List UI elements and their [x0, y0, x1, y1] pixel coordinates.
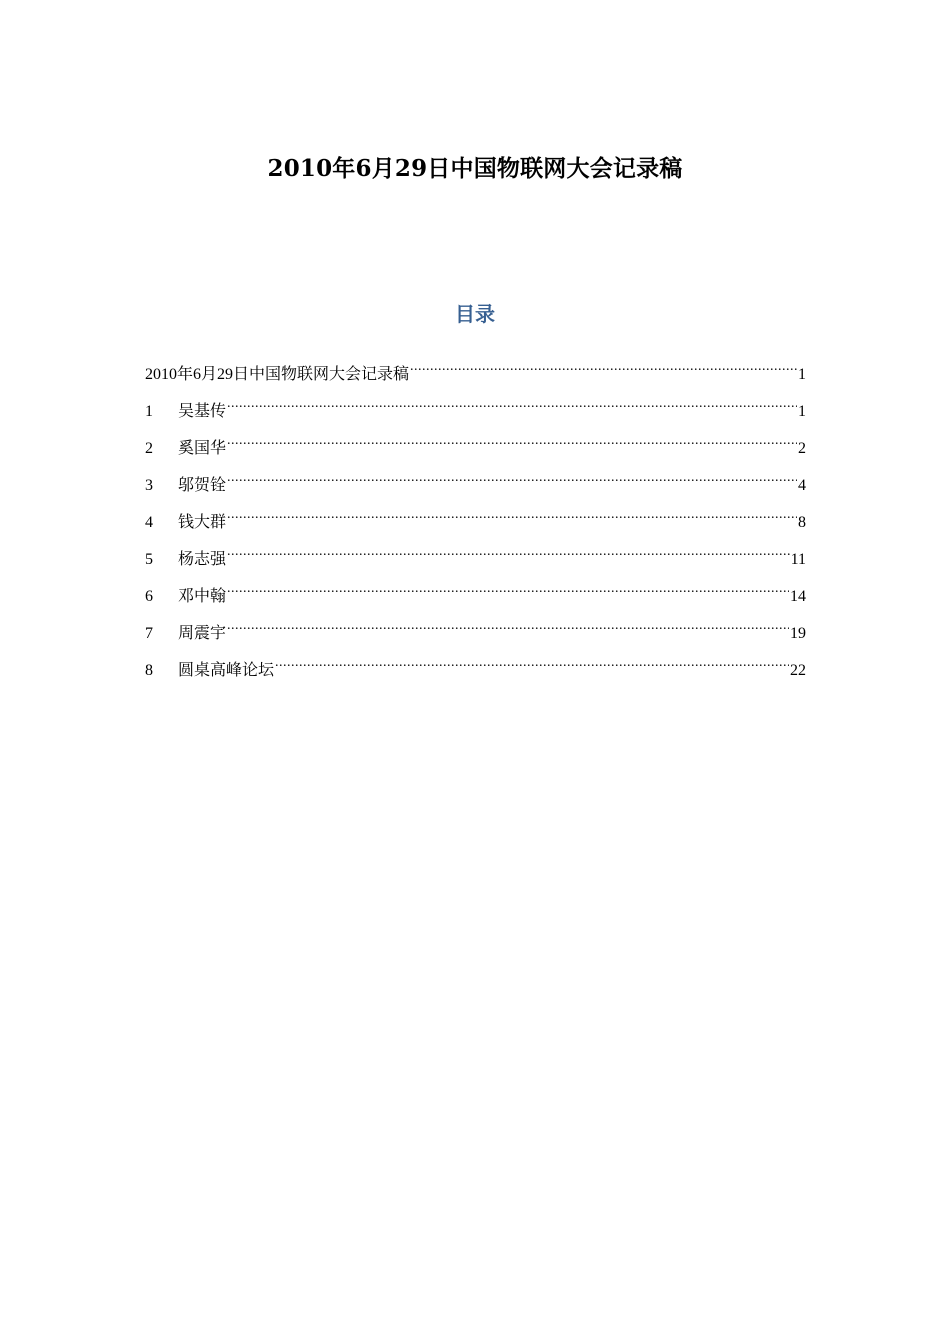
- toc-entry-label: 奚国华: [178, 440, 227, 457]
- toc-entry-number: 1: [145, 403, 153, 420]
- toc-entry-page: 8: [798, 514, 806, 531]
- toc-dot-leader: [275, 643, 789, 675]
- toc-entry-label: 圆桌高峰论坛: [178, 662, 275, 679]
- document-title: 2010年6月29日中国物联网大会记录稿: [267, 155, 683, 182]
- toc-entry[interactable]: [145, 458, 806, 495]
- toc-entry-title[interactable]: [145, 347, 806, 384]
- toc-entry[interactable]: [145, 643, 806, 680]
- toc-entry-number: 3: [145, 477, 153, 494]
- toc-entry-label: 杨志强: [178, 551, 227, 568]
- toc-entry-label: 邬贺铨: [178, 477, 227, 494]
- toc-dot-leader: [227, 421, 797, 453]
- toc-entry-label: 邓中翰: [178, 588, 227, 605]
- toc-entry[interactable]: [145, 532, 806, 569]
- toc-dot-leader: [410, 347, 797, 379]
- toc-entry-page: 19: [790, 625, 806, 642]
- toc-dot-leader: [227, 606, 789, 638]
- toc-entry-number: 6: [145, 588, 153, 605]
- toc-entry-page: 22: [790, 662, 806, 679]
- toc-entry-page: 14: [790, 588, 806, 605]
- toc-dot-leader: [227, 569, 789, 601]
- toc-entry-label: 周震宇: [178, 625, 227, 642]
- toc-entry-label: 2010年6月29日中国物联网大会记录稿: [145, 366, 410, 383]
- toc-entry[interactable]: [145, 606, 806, 643]
- toc-entry-number: 4: [145, 514, 153, 531]
- toc-entry[interactable]: [145, 495, 806, 532]
- toc-entry[interactable]: [145, 421, 806, 458]
- toc-entry-page: 1: [798, 403, 806, 420]
- toc-entry[interactable]: [145, 384, 806, 421]
- toc-dot-leader: [227, 532, 790, 564]
- table-of-contents: [145, 347, 806, 680]
- toc-entry-number: 5: [145, 551, 153, 568]
- toc-heading: 目录: [455, 302, 495, 326]
- toc-entry-page: 11: [790, 551, 806, 568]
- toc-entry-label: 钱大群: [178, 514, 227, 531]
- toc-dot-leader: [227, 384, 797, 416]
- toc-dot-leader: [227, 495, 797, 527]
- toc-entry-number: 8: [145, 662, 153, 679]
- toc-entry-page: 4: [798, 477, 806, 494]
- toc-entry[interactable]: [145, 569, 806, 606]
- toc-entry-label: 吴基传: [178, 403, 227, 420]
- toc-entry-page: 2: [798, 440, 806, 457]
- toc-entry-number: 7: [145, 625, 153, 642]
- toc-dot-leader: [227, 458, 797, 490]
- toc-entry-page: 1: [798, 366, 806, 383]
- toc-entry-number: 2: [145, 440, 153, 457]
